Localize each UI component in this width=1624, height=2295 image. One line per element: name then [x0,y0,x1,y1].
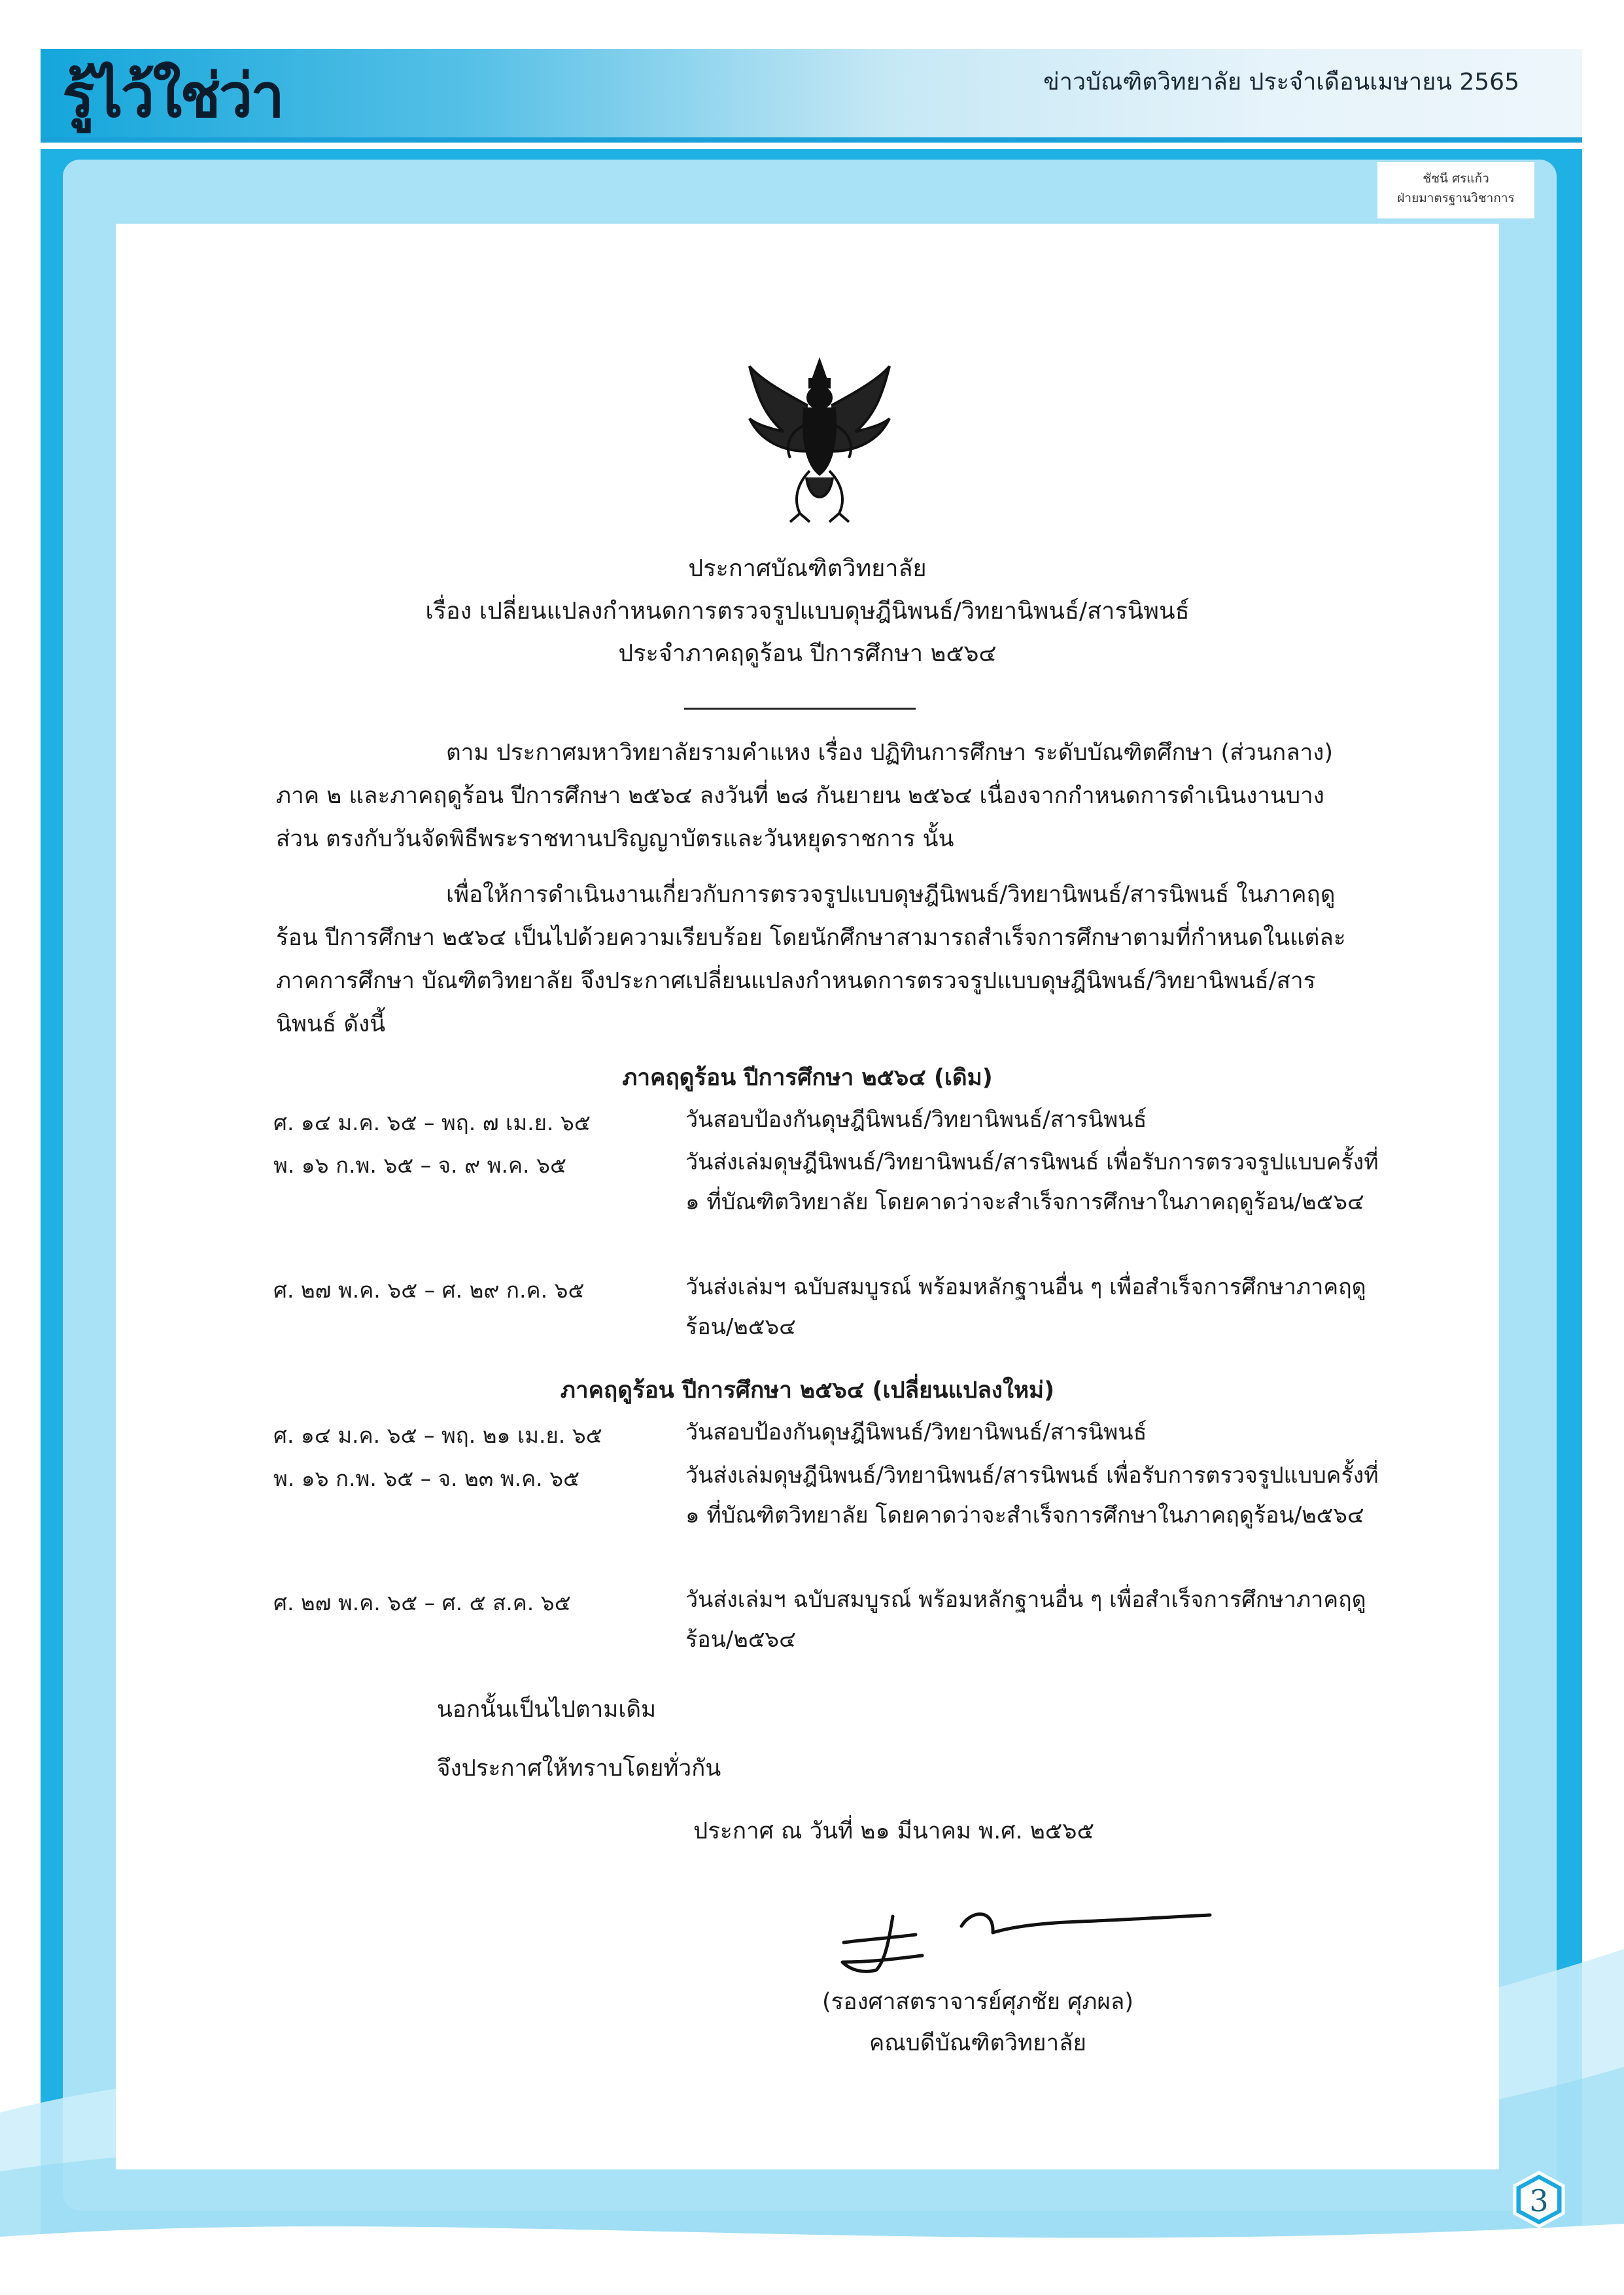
signatory-name: (รองศาสตราจารย์ศุภชัย ศุภผล) [821,1989,1134,2015]
schedule-new-desc-1: วันสอบป้องกันดุษฎีนิพนธ์/วิทยานิพนธ์/สารนิพนธ์ [685,1419,1147,1445]
schedule-new-desc-3: วันส่งเล่มฯ ฉบับสมบูรณ์ พร้อมหลักฐานอื่น ๆ เพื่อสำเร็จการศึกษาภาคฤดูร้อน/๒๕๖๔ [685,1587,1366,1653]
garuda-emblem [744,353,895,530]
schedule-new-date-2: พ. ๑๖ ก.พ. ๖๕ – จ. ๒๓ พ.ค. ๖๕ [273,1466,580,1491]
schedule-new-heading: ภาคฤดูร้อน ปีการศึกษา ๒๕๖๔ (เปลี่ยนแปลงใหม่) [560,1377,1055,1404]
brand-title: รู้ไว้ใช่ว่า [62,61,283,131]
schedule-old-desc-3: วันส่งเล่มฯ ฉบับสมบูรณ์ พร้อมหลักฐานอื่น ๆ เพื่อสำเร็จการศึกษาภาคฤดูร้อน/๒๕๖๔ [685,1274,1366,1340]
closing-line-1: นอกนั้นเป็นไปตามเดิม [437,1697,657,1723]
announcement-term: ประจำภาคฤดูร้อน ปีการศึกษา ๒๕๖๔ [618,640,997,667]
schedule-new-desc-2: วันส่งเล่มดุษฎีนิพนธ์/วิทยานิพนธ์/สารนิพนธ์ เพื่อรับการตรวจรูปแบบครั้งที่ ๑ ที่บัณฑิตวิทยาลัย โดยคาดว่าจะสำเร็จการศึกษาในภาคฤดูร้อน/๒๕๖๔ [685,1462,1379,1528]
schedule-old-heading: ภาคฤดูร้อน ปีการศึกษา ๒๕๖๔ (เดิม) [622,1065,993,1091]
newsletter-title: ข่าวบัณฑิตวิทยาลัย ประจำเดือนเมษายน 2565 [1043,69,1519,95]
announcement-subject: เรื่อง เปลี่ยนแปลงกำหนดการตรวจรูปแบบดุษฎีนิพนธ์/วิทยานิพนธ์/สารนิพนธ์ [425,598,1190,625]
author-department: ฝ่ายมาตรฐานวิชาการ [1397,191,1515,205]
author-tag [1377,162,1534,218]
signatory-title: คณบดีบัณฑิตวิทยาลัย [869,2030,1087,2056]
schedule-old-date-3: ศ. ๒๗ พ.ค. ๖๕ – ศ. ๒๙ ก.ค. ๖๕ [273,1277,585,1303]
paragraph-2: เพื่อให้การดำเนินงานเกี่ยวกับการตรวจรูปแบบดุษฎีนิพนธ์/วิทยานิพนธ์/สารนิพนธ์ ในภาคฤดูร้อน ปีการศึกษา ๒๕๖๔ เป็นไปด้วยความเรียบร้อย โดยนักศึกษาสามารถสำเร็จการศึกษาตามที่กำหนดในแต่ละภาคการศึกษา บัณฑิตวิทยาลัย จึงประกาศเปลี่ยนแปลงกำหนดการตรวจรูปแบบดุษฎีนิพนธ์/วิทยานิพนธ์/สารนิพนธ์ ดังนี้ [276,882,1346,1037]
announcement-issuer: ประกาศบัณฑิตวิทยาลัย [688,555,927,582]
schedule-old-desc-2: วันส่งเล่มดุษฎีนิพนธ์/วิทยานิพนธ์/สารนิพนธ์ เพื่อรับการตรวจรูปแบบครั้งที่ ๑ ที่บัณฑิตวิทยาลัย โดยคาดว่าจะสำเร็จการศึกษาในภาคฤดูร้อน/๒๕๖๔ [685,1149,1379,1215]
paragraph-1: ตาม ประกาศมหาวิทยาลัยรามคำแหง เรื่อง ปฏิทินการศึกษา ระดับบัณฑิตศึกษา (ส่วนกลาง) ภาค ๒ และภาคฤดูร้อน ปีการศึกษา ๒๕๖๔ ลงวันที่ ๒๘ กันยายน ๒๕๖๔ เนื่องจากกำหนดการดำเนินงานบางส่วน ตรงกับวันจัดพิธีพระราชทานปริญญาบัตรและวันหยุดราชการ นั้น [276,740,1334,852]
schedule-old-date-2: พ. ๑๖ ก.พ. ๖๕ – จ. ๙ พ.ค. ๖๕ [273,1152,566,1178]
announcement-date: ประกาศ ณ วันที่ ๒๑ มีนาคม พ.ศ. ๒๕๖๕ [693,1818,1094,1844]
schedule-new-date-1: ศ. ๑๔ ม.ค. ๖๕ – พฤ. ๒๑ เม.ย. ๖๕ [273,1423,602,1448]
author-name: ชัชนี ศรแก้ว [1423,171,1489,186]
signature [831,1897,1223,1982]
schedule-new-date-3: ศ. ๒๗ พ.ค. ๖๕ – ศ. ๕ ส.ค. ๖๕ [273,1590,571,1615]
schedule-old-desc-1: วันสอบป้องกันดุษฎีนิพนธ์/วิทยานิพนธ์/สารนิพนธ์ [685,1107,1147,1133]
page-number: 3 [1529,2183,1549,2218]
heading-divider [684,708,916,710]
schedule-old-date-1: ศ. ๑๔ ม.ค. ๖๕ – พฤ. ๗ เม.ย. ๖๕ [273,1110,591,1135]
closing-line-2: จึงประกาศให้ทราบโดยทั่วกัน [437,1755,721,1782]
